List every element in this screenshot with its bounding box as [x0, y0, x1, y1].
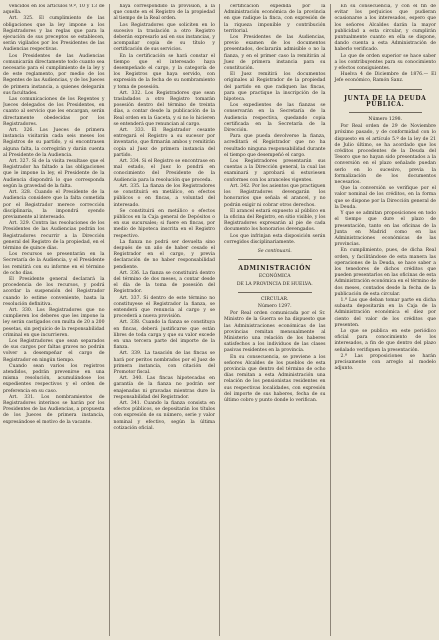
paragraph: El Juez remitirá los documentos originales al Registrador de la propiedad del partido en que radiquen las fincas, para que practique la inscripción de la hipoteca. — [224, 72, 326, 103]
paragraph: Art. 329. Contra las resoluciones de los Presidentes de las Audiencias podrán los Registradores recurrir a la Dirección general del Registro de la propiedad, en el término de quince días. — [3, 221, 105, 251]
paragraph: 2.ª Las proposiciones se harán precisamente con arreglo al modelo adjunto. — [334, 353, 436, 372]
paragraph: Art. 328. Cuando el Presidente de la Audiencia considere que la falta cometida por el Registrador merece corrección disciplinaria, la impondrá oyendo previamente al interesado. — [3, 190, 105, 220]
paragraph: La fianza no podrá ser devuelta sino después de un año de haber cesado el Registrador en el cargo, y previa declaración de no haber responsabilidad pendiente. — [113, 239, 215, 270]
paragraph: Art. 339. La tasación de las fincas se hará por peritos nombrados por el Juez de primera instancia, con citación del Promotor fiscal. — [113, 351, 215, 375]
paragraph: Art. 330. Los Registradores que no cumplieren los deberes que les impone la ley serán castigados con multa de 20 a 200 pesetas, sin perjuicio de la responsabilidad criminal en que incurrieren. — [3, 307, 105, 338]
section-heading: ADMINISTRACIÓN — [238, 265, 312, 273]
paragraph: Los recursos se presentarán en la Secretaría de la Audiencia, y el Presidente los remitirá con su informe en el término de ocho días. — [3, 252, 105, 276]
paragraph: Las comunicaciones de los Regentes y Jueces delegados de los Presidentes, en cuanto al servicio que les encargan, serán directamente obedecidas por los Registradores. — [3, 97, 105, 127]
paragraph: Lo que se publica en este periódico oficial para conocimiento de los interesados, a fin de que dentro del plazo señalado verifiquen la presentación. — [334, 328, 436, 353]
paragraph: Art. 335. La fianza de los Registradores se constituirá en metálico, en efectos públicos o en fincas, a voluntad del interesado. — [113, 183, 215, 208]
section-subheading: DE LA PROVINCIA DE HUELVA. — [236, 281, 313, 287]
paragraph: Se constituirá en metálico o efectos públicos en la Caja general de Depósitos o en sus sucursales; si fuere en fincas, por medio de hipoteca inscrita en el Registro respectivo. — [113, 208, 215, 239]
divider — [349, 112, 423, 113]
paragraph: Art. 326. Los Jueces de primera instancia visitarán cada seis meses los Registros de su partido, y si encontrasen alguna falta, la corregirán y darán cuenta al Presidente de la Audiencia. — [3, 128, 105, 158]
paragraph: Por Real orden de 29 de Noviembre próximo pasado, y de conformidad con lo dispuesto en el artículo 5.º de la ley de 21 de Julio último, se ha acordado que los créditos procedentes de la Deuda del Tesoro que no hayan sido presentados a la conversión en el plazo señalado puedan serlo en lo sucesivo, previa la formalización de los documentos necesarios. — [334, 124, 436, 186]
paragraph: Cuando sean varios los registros atendidos, podrán prevenirse en una misma resolución, acumulándose los expedientes respectivos y el orden de preferencia en su caso. — [3, 363, 105, 394]
section-subheading: ECONÓMICA — [258, 274, 291, 280]
paragraph: Art. 334. Si el Registro se encontrase en mal estado, el Juez lo pondrá en conocimiento del Presidente de la Audiencia para la resolución que proceda. — [113, 159, 215, 183]
paragraph: El arancel estará expuesto al público en la oficina del Registro, en sitio visible, y los Registradores expresarán al pie de cada documento los honorarios devengados. — [224, 208, 326, 233]
paragraph: Art. 336. La fianza se constituirá dentro del término de dos meses, a contar desde el día de la toma de posesión del Registrador. — [113, 270, 215, 295]
paragraph: vencidos en los artículos 9.º, 10 y 13 de aquella. — [3, 4, 105, 16]
paragraph: Los Registradores que soliciten en lo sucesivo la traslación a otro Registro deberán expresarlo así en sus instancias, y acompañar copia de su título y certificación de sus servicios. — [113, 22, 215, 53]
divider — [238, 292, 312, 293]
paragraph: Huelva 4 de Diciembre de 1876.— El Jefe económico, Ramón Sanz. — [334, 72, 436, 84]
paragraph: Art. 342. Por los asientos que practiquen los Registradores devengarán los honorarios que señala el arancel, y no podrán exigir ni cobrar otros derechos. — [224, 183, 326, 208]
continuation-note: Se continuará. — [257, 248, 292, 254]
paragraph: Art. 333. El Registrador cesante entregará el Registro a su sucesor por inventario, que firmarán ambos y remitirán copia al Juez de primera instancia del partido. — [113, 128, 215, 158]
paragraph: Los Registradores presentarán sus cuentas a la Dirección general, la cual las examinará y aprobará si estuviesen conformes con los aranceles vigentes. — [224, 159, 326, 183]
divider — [349, 89, 423, 90]
paragraph: haya correspondido la provisión, a la que conste en el Registro de la propiedad al tiempo de la Real orden. — [113, 4, 215, 22]
paragraph: Los Registradores que sean separados de sus cargos por faltas graves no podrán volver a desempeñar el cargo de Registrador en ningún tiempo. — [3, 338, 105, 363]
column-1 — [3, 4, 105, 636]
section-heading: JUNTA DE LA DEUDA PÚBLICA. — [344, 94, 427, 108]
section-number: Número 1297. — [257, 303, 292, 309]
paragraph: Art. 338. Cuando la fianza se constituya en fincas, deberá justificarse que están libres de toda carga y que su valor excede en una tercera parte del importe de la fianza. — [113, 320, 215, 351]
paragraph: 1.ª Las que deban tomar parte en dicha subasta depositarán en la Caja de la Administración económica el diez por ciento del valor de los créditos que presenten. — [334, 297, 436, 328]
paragraph: Lo que de orden superior se hace saber a los contribuyentes para su conocimiento y efectos consiguientes. — [334, 53, 436, 72]
paragraph: En cumplimiento, pues, de dicha Real orden, y facilitándose de esta manera las operaciones de la Deuda, se hace saber a los tenedores de dichos créditos que pueden presentarlos en las oficinas de esta Administración económica en el término de dos meses, contados desde la fecha de la publicación de esta circular. — [334, 248, 436, 297]
paragraph: Y que se admitan proposiciones en todo el tiempo que dure el plazo de presentación, tanto en las oficinas de la Junta en Madrid como en las Administraciones económicas de las provincias. — [334, 211, 436, 248]
paragraph: En la certificación se hará constar el tiempo que el interesado haya desempeñado el cargo, y la categoría de los Registros que haya servido, con expresión de la fecha de su nombramiento y toma de posesión. — [113, 53, 215, 90]
section-label: CIRCULAR. — [261, 296, 289, 302]
paragraph: En su consecuencia, y con el fin de evitar los perjuicios que pudieran ocasionarse a los interesados, espero que los señores Alcaldes darán la mayor publicidad a esta circular, y cumplirán puntualmente cuanto en ella se dispone, dando cuenta a esta Administración de haberlo verificado. — [334, 4, 436, 53]
paragraph: Art. 340. Las fincas hipotecadas en garantía de la fianza no podrán ser enajenadas ni gravadas mientras dure la responsabilidad del Registrador. — [113, 376, 215, 400]
paragraph: El Presidente general declarará la procedencia de los recursos, y podrá acordar la suspensión del Registrador cuando lo estime conveniente, hasta la resolución definitiva. — [3, 276, 105, 307]
paragraph: En su consecuencia, se previene a los señores Alcaldes de los pueblos de esta provincia que dentro del término de ocho días remitan a esta Administración una relación de los pensionistas residentes en sus respectivas localidades, con expresión del importe de sus haberes, fecha de su último cobro y punto donde lo verifican. — [224, 354, 326, 403]
column-2 — [109, 4, 216, 636]
paragraph: Art. 325. El cumplimiento de las obligaciones que la ley impone a los Registradores y las reglas que para la ejecución de sus preceptos se establecen, serán vigilados por los Presidentes de las Audiencias respectivas. — [3, 16, 105, 53]
paragraph: Por Real orden comunicada por el Sr. Ministro de la Guerra se ha dispuesto que las Administraciones económicas de las provincias remitan mensualmente al Ministerio una relación de los haberes satisfechos a los individuos de las clases pasivas residentes en la provincia. — [224, 311, 326, 354]
paragraph: Los expedientes de las fianzas se conservarán en la Secretaría de la Audiencia respectiva, quedando copia certificada en la Secretaría de la Dirección. — [224, 103, 326, 134]
paragraph: Para que pueda devolverse la fianza, acreditará el Registrador que no ha resultado ninguna responsabilidad durante el tiempo que desempeñó el cargo. — [224, 134, 326, 158]
paragraph: Art. 327. Si de la visita resultase que el Registrador ha faltado a las obligaciones que le impone la ley, el Presidente de la Audiencia dispondrá lo que corresponda según la gravedad de la falta. — [3, 159, 105, 189]
column-4 — [330, 4, 437, 636]
column-3 — [219, 4, 326, 636]
paragraph: certificación expedida por la Administración económica de la provincia en que radique la finca, con expresión de la riqueza imponible y contribución territorial. — [224, 4, 326, 34]
paragraph: Art. 331. Los nombramientos de Registradores interinos se harán por los Presidentes de las Audiencias, a propuesta de los Jueces de primera instancia, expresándose el motivo de la vacante. — [3, 394, 105, 425]
divider — [238, 259, 312, 260]
section-number: Número 1298. — [368, 117, 403, 123]
paragraph: Art. 332. Los Registradores que sean trasladados a otro Registro tomarán posesión dentro del término de treinta días, a contar desde la publicación de la Real orden en la Gaceta, y si no lo hicieren se entenderá que renuncian al cargo. — [113, 90, 215, 127]
paragraph: Art. 341. Cuando la fianza consista en efectos públicos, se depositarán los títulos con expresión de su número, serie y valor nominal y efectivo, según la última cotización oficial. — [113, 401, 215, 431]
paragraph: Los que infrinjan esta disposición serán corregidos disciplinariamente. — [224, 233, 326, 245]
paragraph: Los Presidentes de las Audiencias, previo examen de los documentos presentados, declararán admisible o no la fianza, y en el primer caso la remitirán al Juez de primera instancia para su constitución. — [224, 35, 326, 72]
paragraph: Los Presidentes de las Audiencias comunicarán directamente todo cuanto sea necesario para el cumplimiento de la ley y de este reglamento, por medio de los Regentes de las Audiencias, y de los Jueces de primera instancia, a quienes delegarán sus facultades. — [3, 53, 105, 96]
paragraph: Que la conversión se verifique por el valor nominal de los créditos, en la forma que se dispone por la Dirección general de la Deuda. — [334, 186, 436, 210]
paragraph: Art. 337. Si dentro de este término no constituyese el Registrador la fianza, se entenderá que renuncia al cargo y se procederá a nueva provisión. — [113, 295, 215, 320]
